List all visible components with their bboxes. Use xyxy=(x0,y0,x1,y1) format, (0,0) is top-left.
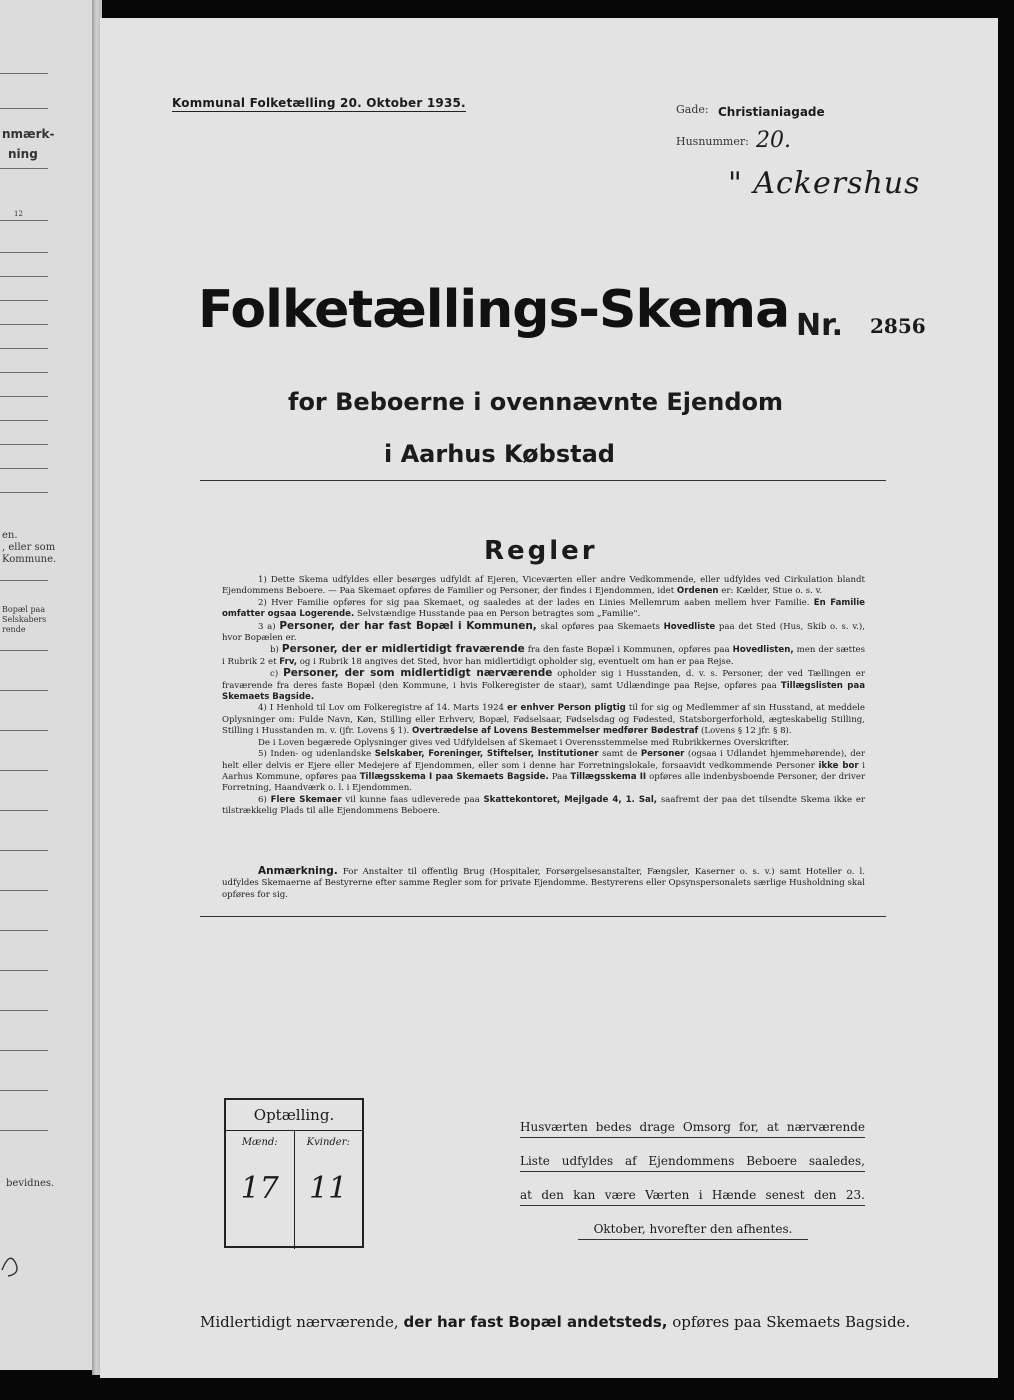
divider xyxy=(0,372,48,373)
divider xyxy=(0,650,48,651)
rule-3b: b) Personer, der er midlertidigt fraværende fra den faste Bopæl i Kommunen, opføres paa Hovedlisten, men der sættes i Rubrik 2 et Frv, og i Rubrik 18 angives det Sted, hvor han midlertidigt opholder sig, eventuelt om han er paa Rejse. xyxy=(222,643,866,667)
subtitle-1: for Beboerne i ovennævnte Ejendom xyxy=(288,388,783,416)
rules-text xyxy=(222,575,865,818)
landlord-instruction xyxy=(520,1120,865,1256)
divider xyxy=(0,890,48,891)
census-heading: Kommunal Folketælling 20. Oktober 1935. xyxy=(172,96,466,110)
landlord-line: Oktober, hvorefter den afhentes. xyxy=(578,1222,808,1240)
divider xyxy=(0,168,48,169)
left-text: , eller som xyxy=(2,542,56,553)
rule-2: 2) Hver Familie opføres for sig paa Skemaet, og saaledes at der lades en Linies Mellemrum aaben mellem hver Familie. En Familie omfatter ogsaa Logerende. Selvstændige Husstande paa en Person betragtes som „Familie". xyxy=(222,597,865,620)
footer-note xyxy=(200,1313,910,1331)
remark-text: For Anstalter til offentlig Brug (Hospitaler, Forsørgelsesanstalter, Fængsler, Kaserner o. s. v.) samt Hoteller o. l. udfyldes Skemaerne af Bestyrerne efter samme Regler som for private Ejendomme. Bestyrerens eller Opsynspersonalets særlige Husholdning skal opføres for sig. xyxy=(222,867,865,900)
left-text: 12 xyxy=(14,210,23,218)
signature-scribble xyxy=(0,1240,30,1280)
women-label: Kvinder: xyxy=(306,1137,350,1148)
remark-label: Anmærkning. xyxy=(258,865,338,877)
left-text: Bopæl paa xyxy=(2,605,46,614)
divider xyxy=(200,916,886,917)
divider xyxy=(0,930,48,931)
footer-text: opføres paa Skemaets Bagside. xyxy=(672,1313,911,1331)
footer-bold-text: der har fast Bopæl andetsteds, xyxy=(403,1313,668,1331)
landlord-line: Husværten bedes drage Omsorg for, at nærværende xyxy=(520,1120,865,1138)
tally-men-column xyxy=(226,1131,295,1249)
divider xyxy=(0,580,48,581)
divider xyxy=(0,492,48,493)
remark-note xyxy=(222,866,865,901)
tally-women-column xyxy=(295,1131,363,1249)
tally-columns xyxy=(226,1131,362,1249)
number-label-big: Nr. xyxy=(796,308,844,343)
handwritten-note: " Ackershus xyxy=(728,166,921,201)
divider xyxy=(0,396,48,397)
divider xyxy=(0,252,48,253)
divider xyxy=(0,108,48,109)
divider xyxy=(0,1050,48,1051)
left-text: rende xyxy=(2,625,26,634)
street-value: Christianiagade xyxy=(718,105,825,119)
rule-4: 4) I Henhold til Lov om Folkeregistre af 14. Marts 1924 er enhver Person pligtig til for sig og Medlemmer af sin Husstand, at meddele Oplysninger om: Fulde Navn, Køn, Stilling eller Erhverv, Bopæl, Fødselsaar, Fødselsdag og Fødested, Statsborgerforhold, ægteskabelig Stilling, Stilling i Husstanden m. v. (jfr. Lovens § 1). Overtrædelse af Lovens Bestemmelser medfører Bødestraf (Lovens § 12 jfr. § 8). xyxy=(222,703,865,737)
women-count: 11 xyxy=(309,1171,348,1206)
left-page-edge xyxy=(0,0,94,1370)
divider xyxy=(0,468,48,469)
divider xyxy=(0,770,48,771)
number-label xyxy=(676,130,749,149)
left-text: en. xyxy=(2,530,18,541)
divider xyxy=(0,324,48,325)
rule-6: 6) Flere Skemaer vil kunne faas udleverede paa Skattekontoret, Mejlgade 4, 1. Sal, saafremt der paa det tilsendte Skema ikke er tilstrækkelig Plads til alle Ejendommens Beboere. xyxy=(222,794,866,817)
form-number: 2856 xyxy=(870,314,926,338)
street-label xyxy=(676,98,709,117)
subtitle-2: i Aarhus Købstad xyxy=(384,440,615,468)
divider xyxy=(0,690,48,691)
divider xyxy=(200,480,886,481)
rule-3a: 3 a) Personer, der har fast Bopæl i Kommunen, skal opføres paa Skemaets Hovedliste paa det Sted (Hus, Skib o. s. v.), hvor Bopælen er. xyxy=(222,619,865,644)
divider xyxy=(0,276,48,277)
men-count: 17 xyxy=(240,1171,279,1206)
rules-heading: Regler xyxy=(484,536,598,566)
divider xyxy=(0,1090,48,1091)
left-text: Selskabers xyxy=(2,615,47,624)
divider xyxy=(0,970,48,971)
left-text: Kommune. xyxy=(2,554,57,565)
landlord-line: at den kan være Værten i Hænde senest den 23. xyxy=(520,1188,865,1206)
landlord-line: Liste udfyldes af Ejendommens Beboere saaledes, xyxy=(520,1154,865,1172)
left-text: bevidnes. xyxy=(6,1178,55,1189)
divider xyxy=(0,420,48,421)
divider xyxy=(0,220,48,221)
rule-1: 1) Dette Skema udfyldes eller besørges udfyldt af Ejeren, Viceværten eller andre Vedkommende, eller udfyldes ved Cirkulation blandt Ejendommens Beboere. — Paa Skemaet opføres de Familier og Personer, der findes i Ejendommen, idet Ordenen er: Kælder, Stue o. s. v. xyxy=(222,575,865,597)
divider xyxy=(0,444,48,445)
footer-text: Midlertidigt nærværende, xyxy=(200,1313,399,1331)
rule-5: 5) Inden- og udenlandske Selskaber, Foreninger, Stiftelser, Institutioner samt de Personer (ogsaa i Udlandet hjemmehørende), der helt eller delvis er Ejere eller Medejere af Ejendommen, eller som i denne har Forretningslokale, forsaavidt vedkommende Personer ikke bor i Aarhus Kommune, opføres paa Tillægsskema I paa Skemaets Bagside. Paa Tillægsskema II opføres alle indenbysboende Personer, der driver Forretning, Haandværk o. l. i Ejendommen. xyxy=(222,749,866,794)
divider xyxy=(0,1010,48,1011)
divider xyxy=(0,348,48,349)
number-label-text: Husnummer: xyxy=(676,135,749,148)
street-label-text: Gade: xyxy=(676,103,709,116)
form-title: Folketællings-Skema xyxy=(198,280,790,340)
number-value: 20. xyxy=(756,128,791,153)
divider xyxy=(0,1130,48,1131)
left-text: ning xyxy=(8,147,38,161)
divider xyxy=(0,73,48,74)
divider xyxy=(0,300,48,301)
rule-3c: c) Personer, der som midlertidigt nærværende opholder sig i Husstanden, d. v. s. Personer, der ved Tællingen er fraværende fra deres faste Bopæl (den Kommune, i hvis Folkeregister de staar), samt Udlændinge paa Rejse, opføres paa Tillægslisten paa Skemaets Bagside. xyxy=(222,667,866,703)
census-form-page xyxy=(100,18,998,1378)
tally-box xyxy=(224,1098,364,1248)
left-text: nmærk- xyxy=(2,127,55,141)
divider xyxy=(0,810,48,811)
men-label: Mænd: xyxy=(241,1137,278,1148)
rule-4b: De i Loven begærede Oplysninger gives ved Udfyldelsen af Skemaet i Overensstemmelse med Rubrikkernes Overskrifter. xyxy=(258,737,789,748)
divider xyxy=(0,730,48,731)
tally-title: Optælling. xyxy=(226,1100,362,1131)
divider xyxy=(0,850,48,851)
